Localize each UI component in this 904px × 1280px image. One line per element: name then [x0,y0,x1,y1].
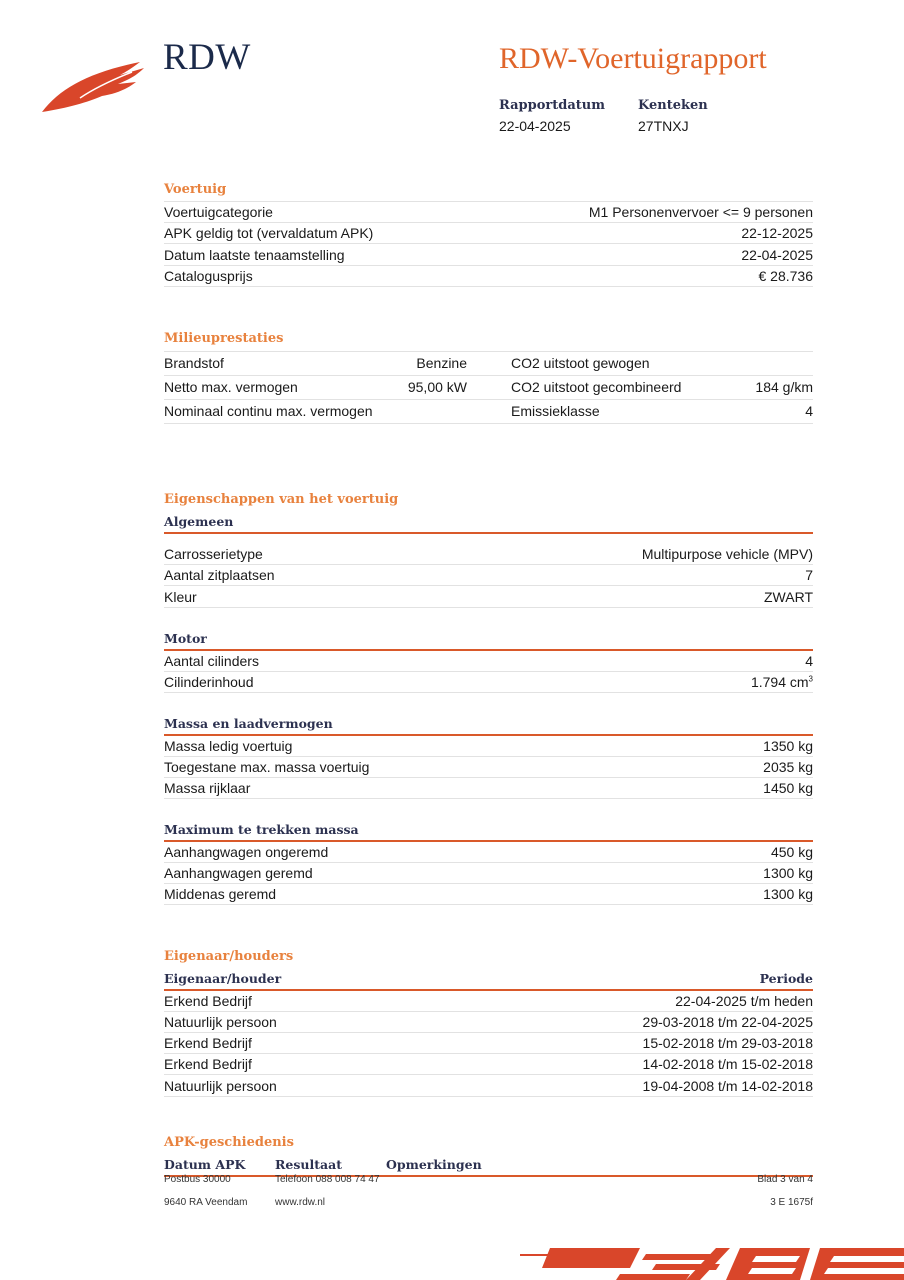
footer-website-link[interactable]: www.rdw.nl [275,1197,326,1208]
row-value: Multipurpose vehicle (MPV) [641,545,813,562]
divider [164,532,813,534]
table-row [164,1053,813,1075]
owner-type: Erkend Bedrijf [164,1055,252,1072]
table-row [164,201,813,223]
table-row [164,400,813,424]
row-value: 1350 kg [763,737,813,754]
row-value: M1 Personenvervoer <= 9 personen [588,203,813,220]
report-date: 22-04-2025 [499,118,571,134]
general-heading: Algemeen [164,514,234,529]
row-value: 1300 kg [763,864,813,881]
environment-heading: Milieuprestaties [164,331,284,346]
table-row [164,990,813,1012]
footer-code: 3 E 1675f [770,1197,813,1208]
column-header-owner: Eigenaar/houder [164,971,282,986]
owner-type: Erkend Bedrijf [164,1034,252,1051]
rdw-logo-icon [40,58,150,116]
row-label: Toegestane max. massa voertuig [164,758,370,775]
table-row [164,586,813,608]
row-label: Carrosserietype [164,545,263,562]
owner-period: 19-04-2008 t/m 14-02-2018 [642,1077,813,1094]
table-row [164,862,813,884]
footer-phone: Telefoon 088 008 74 47 [275,1174,380,1185]
apk-heading: APK-geschiedenis [164,1135,294,1150]
row-value: 4 [805,652,813,669]
table-row [164,265,813,287]
row-label: Nominaal continu max. vermogen [164,403,373,419]
row-label: Middenas geremd [164,885,277,902]
row-label: APK geldig tot (vervaldatum APK) [164,224,374,241]
row-value: ZWART [764,588,813,605]
row-value [751,674,813,690]
mass-heading: Massa en laadvermogen [164,716,333,731]
row-label: Kleur [164,588,197,605]
table-row [164,244,813,266]
table-row [164,564,813,586]
plate-label: Kenteken [638,98,708,113]
row-value: 22-04-2025 [741,246,813,263]
engine-heading: Motor [164,631,207,646]
displacement-value: 1.794 cm [750,673,809,690]
row-value: 450 kg [770,843,813,860]
table-row [164,352,813,376]
row-value: 1300 kg [763,885,813,902]
table-row [164,1075,813,1097]
row-label: Aanhangwagen geremd [164,864,313,881]
table-row [164,883,813,905]
row-label: Catalogusprijs [164,267,253,284]
row-value: 4 [805,403,813,419]
row-label: CO2 uitstoot gewogen [511,355,650,371]
row-value: 95,00 kW [407,379,467,395]
owner-period: 29-03-2018 t/m 22-04-2025 [642,1013,813,1030]
row-label: CO2 uitstoot gecombineerd [511,379,682,395]
owner-period: 22-04-2025 t/m heden [675,992,813,1009]
table-row [164,756,813,778]
table-row [164,841,813,863]
row-label: Voertuigcategorie [164,203,273,220]
row-value: 7 [805,566,813,583]
owners-heading: Eigenaar/houders [164,949,294,964]
table-row [164,777,813,799]
row-label: Cilinderinhoud [164,673,254,690]
row-label: Aanhangwagen ongeremd [164,843,329,860]
owners-table-header [164,971,813,991]
table-row [164,671,813,693]
row-value: 22-12-2025 [741,224,813,241]
table-row [164,222,813,244]
row-value: 1450 kg [763,779,813,796]
row-value: Benzine [416,355,467,371]
row-label: Netto max. vermogen [164,379,298,395]
table-row [164,376,813,400]
owner-period: 14-02-2018 t/m 15-02-2018 [642,1055,813,1072]
row-label: Aantal zitplaatsen [164,566,275,583]
decorative-stripes-icon [520,1244,904,1280]
row-value: € 28.736 [758,267,813,284]
footer-page-number: Blad 3 van 4 [757,1174,813,1185]
plate-number: 27TNXJ [638,118,689,134]
row-value: 184 g/km [755,379,813,395]
document-title: RDW-Voertuigrapport [499,42,767,75]
towing-heading: Maximum te trekken massa [164,822,359,837]
row-label: Massa rijklaar [164,779,251,796]
column-header-remarks: Opmerkingen [386,1157,482,1172]
column-header-period: Periode [759,971,813,986]
divider [164,1175,813,1177]
row-label: Massa ledig voertuig [164,737,293,754]
row-label: Brandstof [164,355,224,371]
report-date-label: Rapportdatum [499,98,605,113]
owner-type: Natuurlijk persoon [164,1013,277,1030]
owner-type: Natuurlijk persoon [164,1077,277,1094]
row-label: Emissieklasse [511,403,600,419]
table-row [164,1032,813,1054]
footer-address-line2: 9640 RA Veendam [164,1197,248,1208]
properties-heading: Eigenschappen van het voertuig [164,492,399,507]
column-header-result: Resultaat [275,1157,342,1172]
logo-text: RDW [163,37,251,78]
table-row [164,735,813,757]
column-header-date: Datum APK [164,1157,246,1172]
owner-type: Erkend Bedrijf [164,992,252,1009]
table-row [164,650,813,672]
unit-superscript: 3 [808,673,813,683]
owner-period: 15-02-2018 t/m 29-03-2018 [642,1034,813,1051]
row-label: Aantal cilinders [164,652,259,669]
table-row [164,1011,813,1033]
row-value: 2035 kg [763,758,813,775]
table-row [164,543,813,565]
row-label: Datum laatste tenaamstelling [164,246,345,263]
vehicle-heading: Voertuig [164,182,227,197]
footer-address-line1: Postbus 30000 [164,1174,231,1185]
